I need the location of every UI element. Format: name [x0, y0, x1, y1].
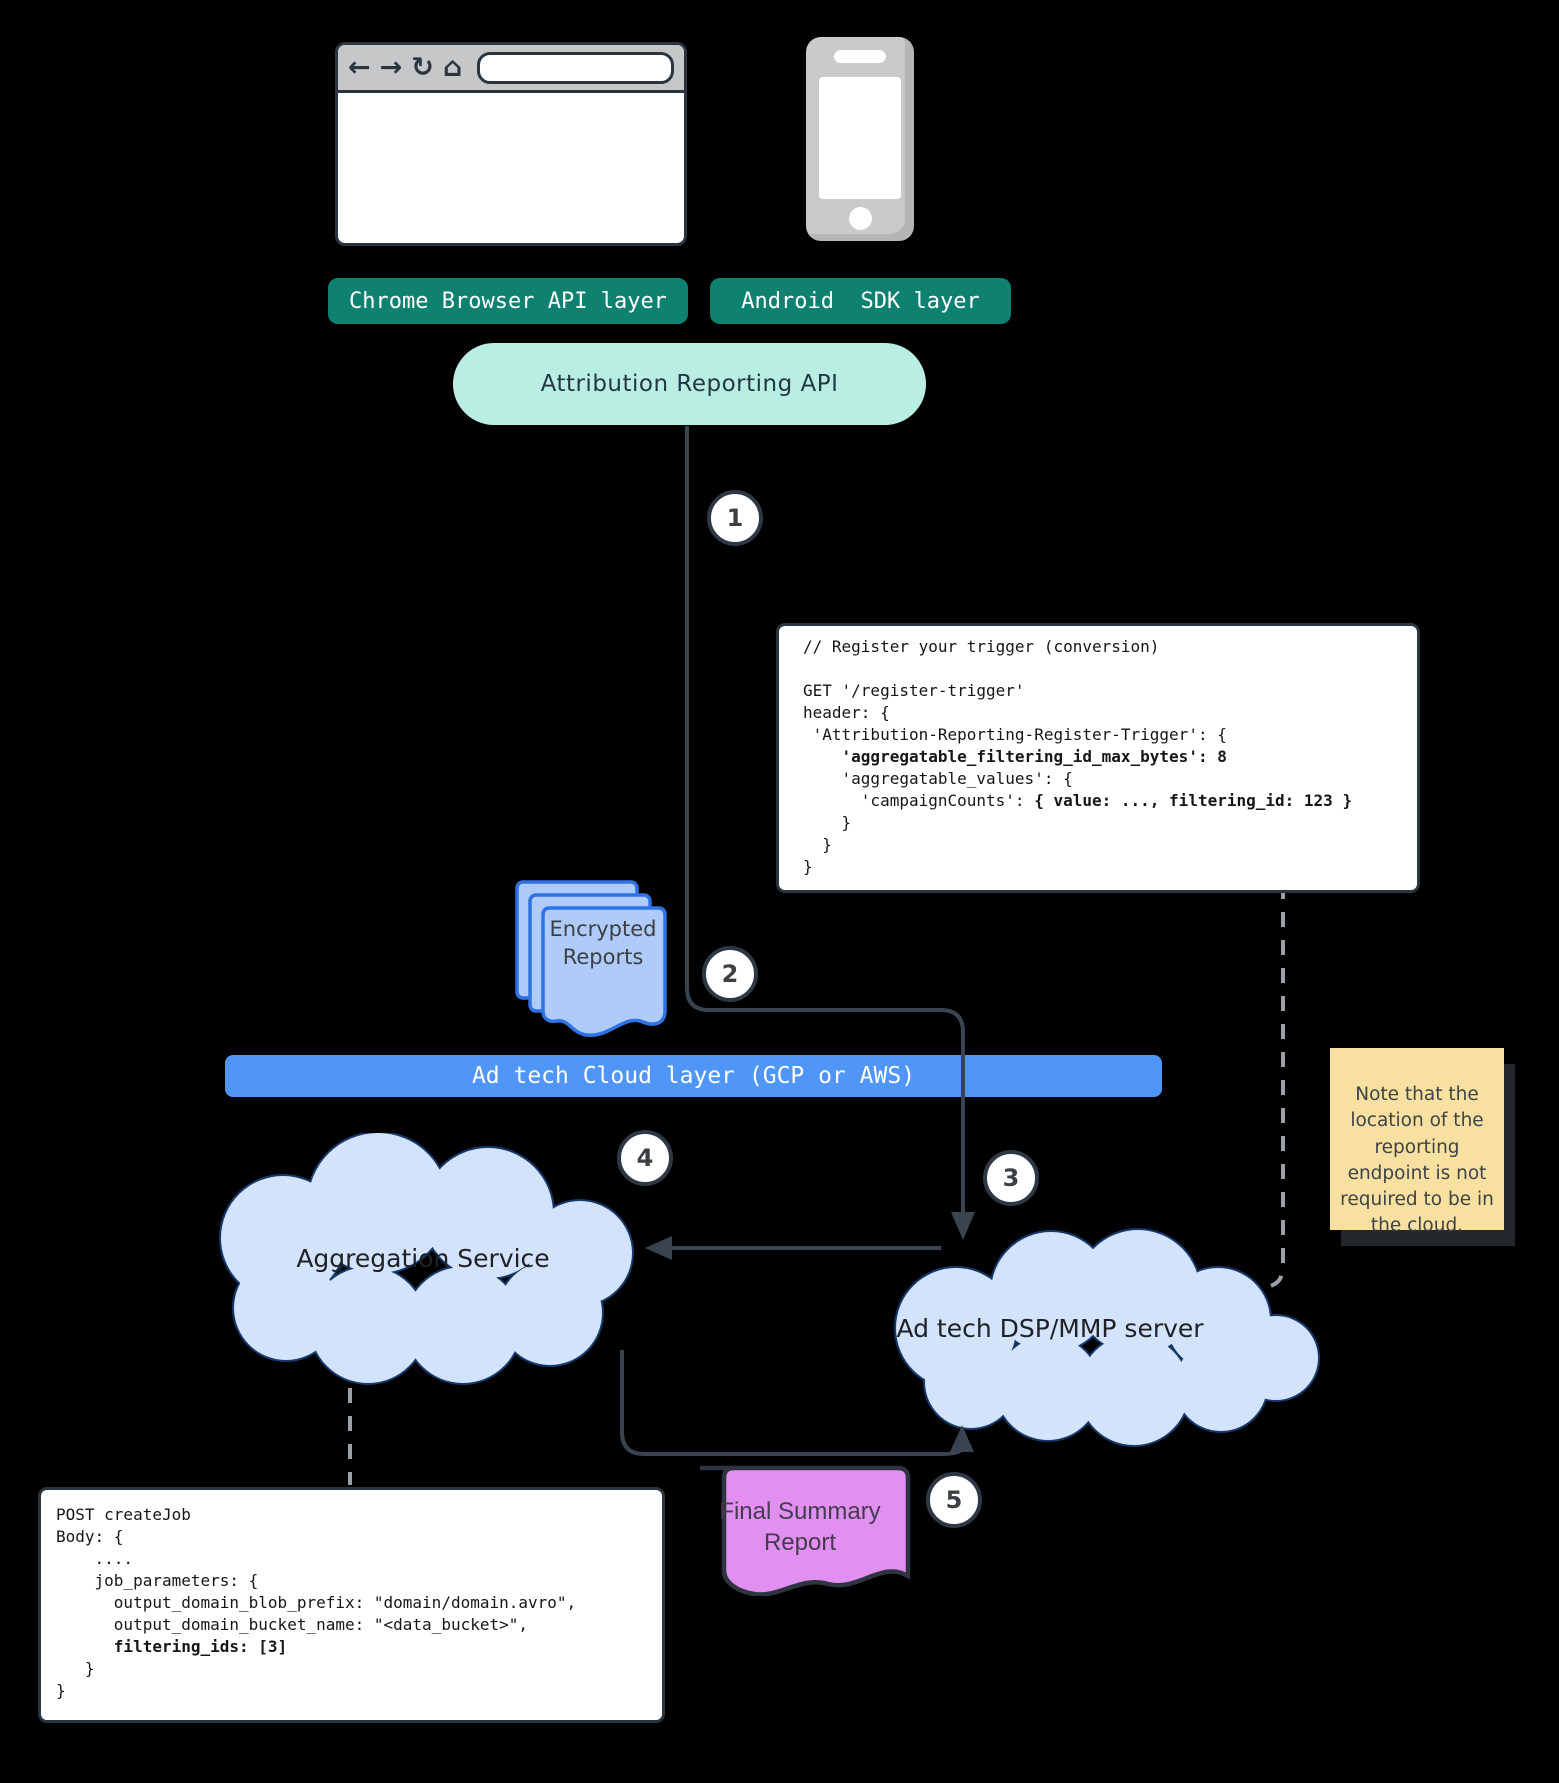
- dsp-mmp-server-label: Ad tech DSP/MMP server: [896, 1314, 1204, 1343]
- aggregation-service-label: Aggregation Service: [296, 1244, 550, 1273]
- cloud-layer-label: Ad tech Cloud layer (GCP or AWS): [471, 1063, 916, 1089]
- arrowhead-left-into-aggregation: [645, 1236, 672, 1260]
- encrypted-reports-label: Encrypted Reports: [549, 917, 657, 970]
- arrowhead-up-into-dsp: [950, 1425, 974, 1452]
- step-circle-3: [983, 1150, 1039, 1206]
- chrome-layer-label: Chrome Browser API layer: [349, 288, 667, 314]
- step-1-number: 1: [726, 504, 744, 532]
- attribution-api-label: Attribution Reporting API: [540, 371, 839, 397]
- android-layer-label: Android SDK layer: [741, 288, 980, 314]
- step-circle-5: [926, 1472, 982, 1528]
- reload-icon: ↻: [411, 52, 434, 83]
- forward-icon: →: [379, 52, 403, 83]
- register-trigger-code-block: // Register your trigger (conversion) GET '/register-trigger' header: { 'Attribution-Reporting-Register-Trigger': { 'aggregatable_filtering_id_max_bytes': 8 'aggregatable_values': { 'campaignCounts': { value: ..., filtering_id: 123 } } } }: [776, 623, 1420, 893]
- step-circle-1: [707, 490, 763, 546]
- final-summary-report-label: Final Summary Report: [719, 1498, 881, 1557]
- home-icon: ⌂: [442, 52, 463, 83]
- step-5-number: 5: [945, 1486, 963, 1514]
- sticky-note-text: Note that the location of the reporting endpoint is not required to be in the cloud.: [1340, 1084, 1494, 1237]
- back-icon: ←: [348, 52, 371, 83]
- step-2-number: 2: [721, 960, 739, 988]
- step-4-number: 4: [636, 1144, 654, 1172]
- create-job-code-block: POST createJob Body: { .... job_parameters: { output_domain_blob_prefix: "domain/domain.avro", output_domain_bucket_name: "<data_bucket>", filtering_ids: [3] } }: [38, 1487, 665, 1723]
- step-circle-2: [702, 946, 758, 1002]
- step-circle-4: [617, 1130, 673, 1186]
- step-3-number: 3: [1002, 1164, 1020, 1192]
- arrowhead-down-into-dsp: [951, 1212, 975, 1240]
